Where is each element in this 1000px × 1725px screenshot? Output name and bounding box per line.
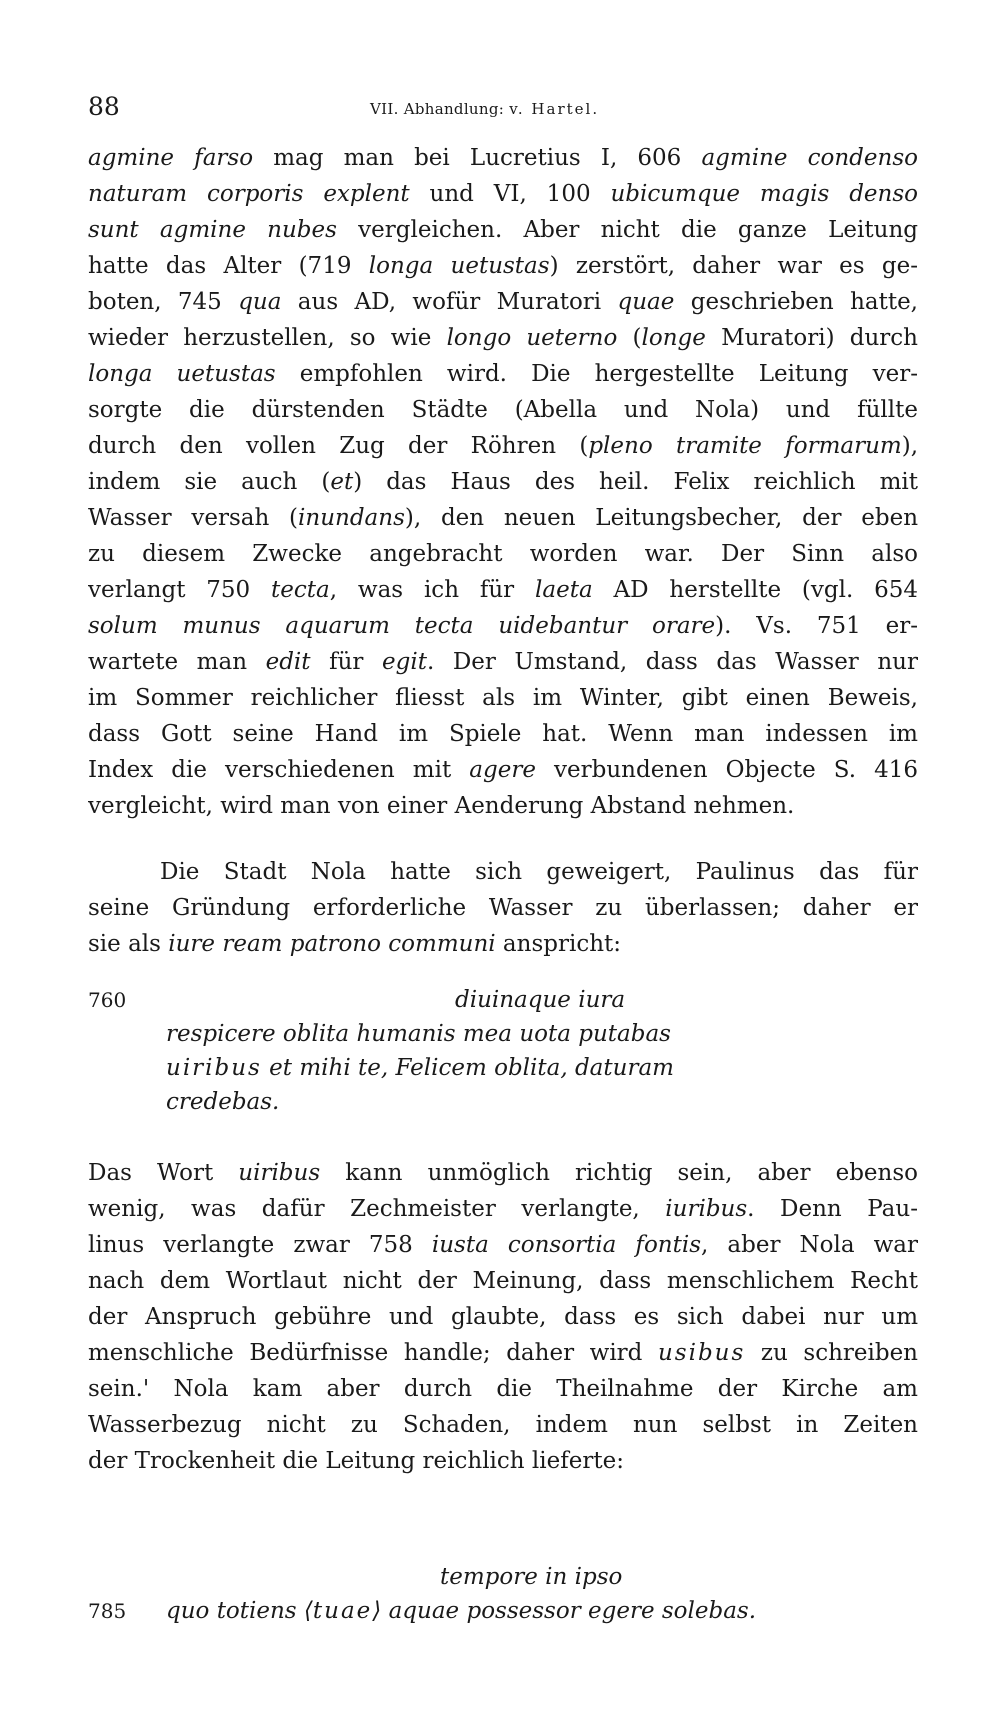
text-line: agmine farso mag man bei Lucretius I, 606 agmine condenso <box>88 145 918 171</box>
text-line: sunt agmine nubes vergleichen. Aber nicht die ganze Leitung <box>88 217 918 243</box>
text-line: sorgte die dürstenden Städte (Abella und Nola) und füllte <box>88 397 918 423</box>
text-line: indem sie auch (et) das Haus des heil. Felix reichlich mit <box>88 469 918 495</box>
text-line: sie als iure ream patrono communi anspricht: <box>88 931 622 957</box>
verse-line <box>88 983 918 1017</box>
text-line: der Trockenheit die Leitung reichlich lieferte: <box>88 1448 624 1474</box>
page-number: 88 <box>88 92 120 121</box>
verse-quotation-1 <box>88 983 918 1119</box>
paragraph-2 <box>88 854 918 962</box>
text-line: menschliche Bedürfnisse handle; daher wird usibus zu schreiben <box>88 1340 918 1366</box>
running-head-author: v. Hartel. <box>509 100 600 118</box>
text-line: Die Stadt Nola hatte sich geweigert, Paulinus das für <box>160 859 918 885</box>
verse-text: quo totiens ⟨tuae⟩ aquae possessor egere solebas. <box>166 1598 757 1624</box>
text-line: sein.' Nola kam aber durch die Theilnahme der Kirche am <box>88 1376 918 1402</box>
verse-text: diuinaque iura <box>455 987 626 1013</box>
text-line: dass Gott seine Hand im Spiele hat. Wenn man indessen im <box>88 721 918 747</box>
page-header <box>88 92 918 132</box>
text-line: zu diesem Zwecke angebracht worden war. Der Sinn also <box>88 541 918 567</box>
text-line: boten, 745 qua aus AD, wofür Muratori quae geschrieben hatte, <box>88 289 918 315</box>
verse-number: 760 <box>88 988 127 1012</box>
verse-number: 785 <box>88 1599 127 1623</box>
text-line: wenig, was dafür Zechmeister verlangte, iuribus. Denn Pau- <box>88 1196 918 1222</box>
text-line: solum munus aquarum tecta uidebantur orare). Vs. 751 er- <box>88 613 918 639</box>
text-line: linus verlangte zwar 758 iusta consortia fontis, aber Nola war <box>88 1232 918 1258</box>
text-line: hatte das Alter (719 longa uetustas) zerstört, daher war es ge- <box>88 253 918 279</box>
verse-line <box>88 1051 918 1085</box>
text-line: Wasser versah (inundans), den neuen Leitungsbecher, der eben <box>88 505 918 531</box>
paragraph-1 <box>88 140 918 824</box>
text-line: durch den vollen Zug der Röhren (pleno tramite formarum), <box>88 433 918 459</box>
text-line: wieder herzustellen, so wie longo ueterno (longe Muratori) durch <box>88 325 918 351</box>
text-line: longa uetustas empfohlen wird. Die hergestellte Leitung ver- <box>88 361 918 387</box>
text-line: nach dem Wortlaut nicht der Meinung, dass menschlichem Recht <box>88 1268 918 1294</box>
paragraph-3 <box>88 1155 918 1479</box>
text-line: der Anspruch gebühre und glaubte, dass es sich dabei nur um <box>88 1304 918 1330</box>
running-head-title: VII. Abhandlung: <box>370 100 505 118</box>
verse-text: tempore in ipso <box>440 1564 623 1590</box>
text-line: wartete man edit für egit. Der Umstand, dass das Wasser nur <box>88 649 918 675</box>
text-line: Index die verschiedenen mit agere verbundenen Objecte S. 416 <box>88 757 918 783</box>
text-line: im Sommer reichlicher fliesst als im Winter, gibt einen Beweis, <box>88 685 918 711</box>
text-line: vergleicht, wird man von einer Aenderung Abstand nehmen. <box>88 793 795 819</box>
verse-quotation-2 <box>88 1560 918 1628</box>
verse-text: uiribus et mihi te, Felicem oblita, daturam <box>166 1055 674 1081</box>
verse-line <box>88 1017 918 1051</box>
verse-line <box>88 1085 918 1119</box>
text-line: Wasserbezug nicht zu Schaden, indem nun selbst in Zeiten <box>88 1412 918 1438</box>
text-line: Das Wort uiribus kann unmöglich richtig sein, aber ebenso <box>88 1160 918 1186</box>
text-line: seine Gründung erforderliche Wasser zu überlassen; daher er <box>88 895 918 921</box>
running-head <box>370 100 599 118</box>
verse-line <box>88 1594 918 1628</box>
verse-text: respicere oblita humanis mea uota putabas <box>166 1021 671 1047</box>
verse-text: credebas. <box>166 1089 280 1115</box>
verse-line <box>88 1560 918 1594</box>
text-line: naturam corporis explent und VI, 100 ubicumque magis denso <box>88 181 918 207</box>
text-line: verlangt 750 tecta, was ich für laeta AD herstellte (vgl. 654 <box>88 577 918 603</box>
